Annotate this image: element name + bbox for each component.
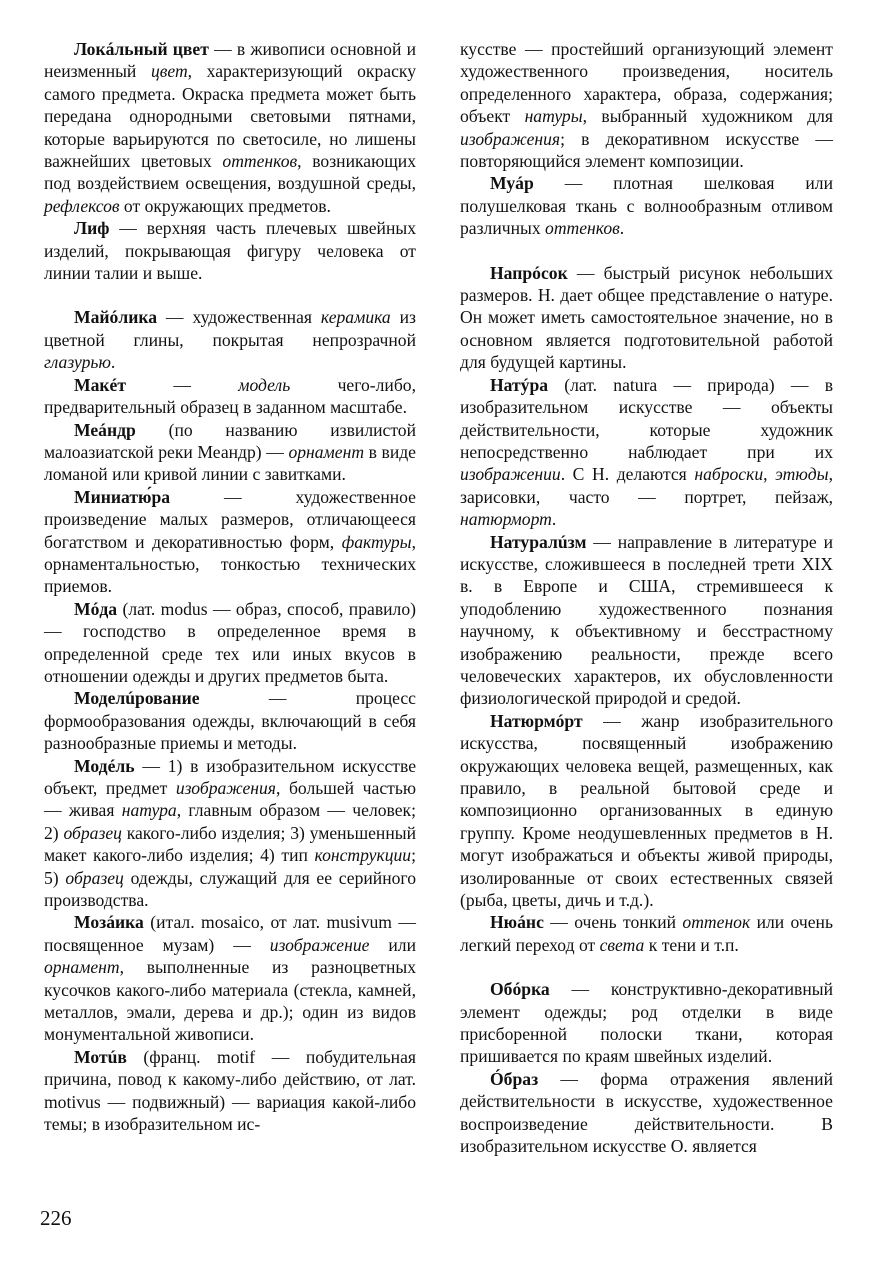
dictionary-entry: [460, 710, 833, 912]
entry-term: Мотúв: [74, 1046, 127, 1067]
entry-term: Модéль: [74, 755, 135, 776]
cross-reference: модель: [238, 374, 291, 395]
cross-reference: света: [599, 934, 645, 955]
entry-term: Локáльный цвет: [74, 39, 209, 59]
entry-term: Мóда: [74, 598, 118, 619]
dictionary-entry: [460, 38, 833, 172]
cross-reference: фактуры: [341, 531, 412, 552]
entry-text: , возникающих под воздействием освещения, воздушной среды,: [44, 151, 416, 194]
entry-text: — форма отражения явлений действительности в искусстве, художественное воспроизведение действительности. В изобразительном искусстве О. является: [460, 1068, 833, 1157]
entry-text: , главным образом — человек; 2): [44, 800, 416, 843]
dictionary-entry: [460, 911, 833, 956]
dictionary-entry: [460, 172, 833, 239]
dictionary-entry: [44, 374, 416, 419]
cross-reference: натура: [121, 800, 177, 821]
entry-text: одежды, служащий для ее серийного производства.: [44, 867, 416, 911]
cross-reference: керамика: [320, 307, 391, 328]
dictionary-entry: [460, 978, 833, 1068]
entry-term: Óбраз: [490, 1068, 539, 1089]
entry-text: ; 5): [44, 845, 416, 888]
cross-reference: орнамент: [44, 957, 120, 978]
dictionary-entry: [44, 911, 416, 1045]
entry-term: Макéт: [74, 374, 126, 395]
dictionary-entry: [44, 486, 416, 598]
entry-text: чего-либо, предварительный образец в заданном масштабе.: [44, 374, 416, 418]
dictionary-entry: [44, 755, 416, 912]
entry-term: Лиф: [74, 218, 110, 239]
entry-text: — направление в литературе и искусстве, сложившееся в последней трети XIX в. в Европе и США, стремившееся к уподоблению художественного познания научному, к объективному и бесстрастному изображению реальности, прежде всего человеческих характеров, их обусловленности физиологической природой и средой.: [460, 531, 833, 709]
cross-reference: изображения: [175, 778, 276, 798]
dictionary-entry: [460, 262, 833, 374]
dictionary-entry: [44, 419, 416, 486]
cross-reference: оттенков: [222, 151, 298, 172]
dictionary-entry: [44, 598, 416, 688]
entry-text: — 1) в изобразительном искусстве объект, предмет: [44, 755, 416, 798]
cross-reference: рефлексов: [44, 195, 120, 216]
entry-text: (франц. motif — побудительная причина, повод к какому-либо действию, от лат. motivus — подвижный) — вариация какой-либо темы; в изобразительном ис-: [44, 1046, 416, 1135]
dictionary-entry: [44, 306, 416, 373]
entry-text: (по названию извилистой малоазиатской реки Меандр) —: [44, 419, 416, 462]
entry-term: Меáндр: [74, 419, 136, 440]
dictionary-entry: [44, 687, 416, 754]
cross-reference: конструкции: [314, 845, 412, 866]
entry-term: Натюрмóрт: [490, 710, 583, 731]
entry-text: из цветной глины, покрытая непрозрачной: [44, 307, 417, 350]
dictionary-entry: [44, 1046, 416, 1136]
cross-reference: наброски: [694, 464, 764, 485]
entry-text: .: [551, 509, 557, 530]
entry-text: , орнаментальностью, тонкостью технических приемов.: [44, 531, 416, 597]
dictionary-entry: [460, 531, 833, 710]
entry-text: — конструктивно-декоративный элемент одежды; род отделки в виде присборенной полоски ткани, которая пришивается по краям швейных изделий.: [460, 979, 833, 1067]
cross-reference: цвет: [150, 61, 188, 82]
entry-term: Миниатю́ра: [74, 486, 171, 507]
entry-term: Обóрка: [490, 979, 550, 1000]
entry-term: Майóлика: [74, 307, 158, 328]
entry-text: или очень легкий переход от: [460, 912, 833, 955]
entry-term: Мозáика: [74, 912, 144, 933]
entry-text: — жанр изобразительного искусства, посвященный изображению окружающих человека вещей, размещенных, как правило, в реальной бытовой среде и композиционно организованных в единую группу. Кроме неодушевленных предметов в Н. могут изображаться и объекты живой природы, изолированные от своих естественных связей (рыба, цветы, дичь и т.д.).: [460, 710, 833, 911]
cross-reference: образец: [63, 822, 122, 843]
entry-text: , зарисовки, часто — портрет, пейзаж,: [460, 464, 833, 507]
left-column: [44, 38, 416, 1136]
dictionary-entry: [460, 1068, 833, 1158]
entry-text: , большей частью — живая: [44, 778, 416, 821]
entry-text: (лат. modus — образ, способ, правило) — господство в определенное время в определенной среде тех или иных вкусов в отношении одежды и других предметов быта.: [44, 598, 416, 686]
entry-text: — художественное произведение малых размеров, отличающееся богатством и декоративностью форм,: [44, 486, 416, 552]
dictionary-entry: [44, 38, 416, 217]
entry-term: Муáр: [490, 173, 534, 194]
cross-reference: изображение: [269, 934, 370, 955]
entry-text: .: [110, 352, 116, 373]
entry-term: Натýра: [490, 374, 549, 395]
entry-term: Моделúрование: [74, 688, 200, 709]
entry-text: — очень тонкий: [543, 912, 683, 933]
right-column: [460, 38, 833, 1158]
dictionary-entry: [460, 374, 833, 531]
entry-text: .: [619, 218, 625, 239]
cross-reference: оттенок: [682, 912, 751, 933]
cross-reference: орнамент: [288, 441, 365, 462]
cross-reference: этюды: [775, 464, 829, 485]
entry-text: (итал. mosaico, от лат. musivum — посвященное музам) —: [44, 912, 416, 955]
entry-text: кусстве — простейший организующий элемент художественного произведения, носитель определенного характера, образа, содержания; объект: [460, 39, 833, 127]
cross-reference: оттенков: [545, 218, 620, 239]
entry-text: ; в декоративном искусстве — повторяющийся элемент композиции.: [460, 128, 833, 172]
entry-text: к тени и т.п.: [644, 934, 739, 955]
entry-text: ,: [763, 464, 776, 485]
entry-text: в виде ломаной или кривой линии с завитками.: [44, 441, 416, 485]
entry-text: —: [126, 374, 239, 395]
entry-text: — процесс формообразования одежды, включающий в себя разнообразные приемы и методы.: [44, 688, 416, 754]
entry-text: или: [369, 934, 417, 955]
cross-reference: образец: [65, 867, 124, 888]
cross-reference: натюрморт: [460, 509, 552, 530]
entry-term: Напрóсок: [490, 262, 568, 283]
entry-text: — верхняя часть плечевых швейных изделий, покрывающая фигуру человека от линии талии и выше.: [44, 218, 416, 284]
cross-reference: изображения: [460, 128, 561, 149]
entry-text: , характеризующий окраску самого предмета. Окраска предмета может быть передана однородными световыми пятнами, которые варьируются по светосиле, но лишены важнейших цветовых: [44, 61, 416, 172]
entry-text: , выполненные из разноцветных кусочков какого-либо материала (стекла, камней, металлов, эмали, дерева и др.); один из видов монументальной живописи.: [44, 957, 416, 1045]
entry-term: Нюáнс: [490, 912, 544, 933]
page-number: 226: [40, 1206, 72, 1230]
dictionary-entry: [44, 217, 416, 284]
cross-reference: натуры: [524, 106, 583, 127]
entry-term: Натуралúзм: [490, 531, 587, 552]
entry-text: , выбранный художником для: [582, 106, 833, 127]
entry-text: — в живописи основной и неизменный: [44, 39, 416, 82]
entry-text: от окружающих предметов.: [119, 195, 331, 216]
cross-reference: глазурью: [44, 352, 111, 373]
entry-text: — художественная: [157, 307, 321, 328]
entry-text: (лат. natura — природа) — в изобразительном искусстве — объекты действительности, которые художник непосредственно наблюдает при их: [460, 374, 833, 462]
cross-reference: изображении: [460, 464, 561, 485]
entry-text: — плотная шелковая или полушелковая ткань с волнообразным отливом различных: [460, 173, 833, 239]
entry-text: какого-либо изделия; 3) уменьшенный макет какого-либо изделия; 4) тип: [44, 822, 416, 866]
entry-text: . С Н. делаются: [560, 464, 695, 485]
entry-text: — быстрый рисунок небольших размеров. Н. дает общее представление о натуре. Он может иметь самостоятельное значение, но в основном является подготовительной работой для будущей картины.: [460, 262, 833, 373]
